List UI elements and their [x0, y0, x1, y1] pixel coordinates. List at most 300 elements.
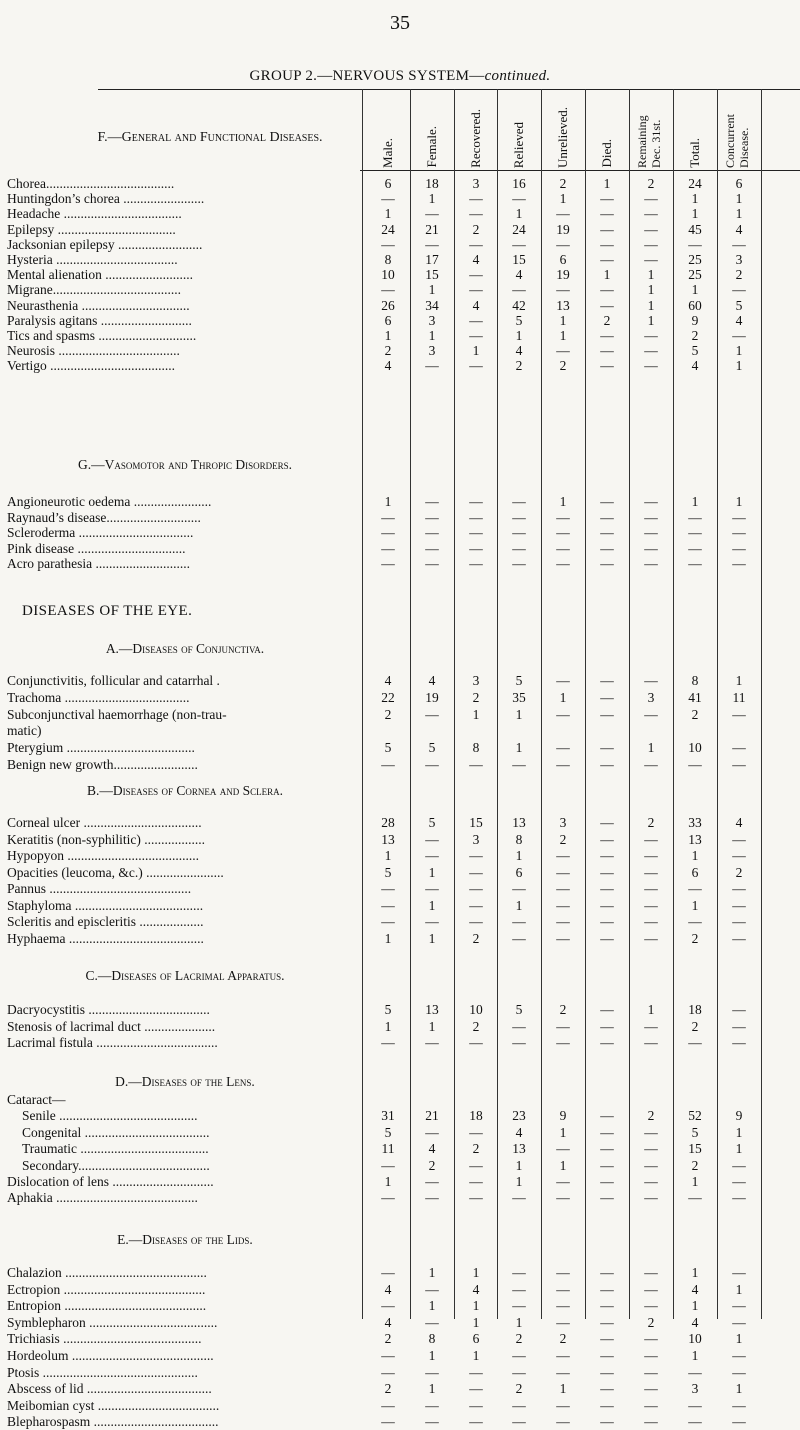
- table-cell: —: [381, 509, 395, 525]
- table-cell: 19: [556, 221, 570, 237]
- table-cell: —: [512, 1281, 526, 1297]
- table-cell: 41: [688, 689, 702, 705]
- table-cell: 5: [428, 815, 436, 830]
- table-cell: —: [556, 706, 570, 722]
- table-cell: —: [556, 1314, 570, 1330]
- table-cell: —: [600, 1190, 614, 1206]
- table-cell: —: [644, 1298, 658, 1314]
- table-cell: —: [732, 1035, 746, 1050]
- table-cell: —: [469, 267, 483, 283]
- table-row: [0, 1190, 800, 1206]
- table-cell: 2: [735, 864, 743, 880]
- table-cell: 13: [512, 1141, 526, 1157]
- table-cell: —: [425, 1174, 439, 1189]
- table-cell: 2: [691, 1157, 699, 1173]
- column-header-label: Relieved: [511, 121, 526, 168]
- table-cell: —: [556, 1414, 570, 1430]
- table-cell: —: [425, 236, 439, 252]
- table-row: [0, 237, 800, 253]
- table-cell: —: [600, 897, 614, 913]
- column-header: [545, 92, 581, 168]
- table-cell: 2: [428, 1157, 436, 1173]
- table-cell: —: [600, 494, 614, 509]
- table-cell: 33: [688, 815, 702, 830]
- table-row: [0, 556, 800, 572]
- table-cell: —: [469, 897, 483, 913]
- column-header-label: Died.: [599, 139, 614, 168]
- table-cell: —: [469, 282, 483, 298]
- table-cell: 3: [472, 673, 480, 688]
- table-cell: —: [732, 1364, 746, 1380]
- table-cell: —: [600, 706, 614, 722]
- table-cell: —: [600, 1314, 614, 1330]
- table-cell: —: [600, 1035, 614, 1050]
- table-cell: 9: [559, 1108, 567, 1124]
- table-cell: —: [425, 1414, 439, 1430]
- row-label: Tics and spasms .............................: [7, 328, 197, 343]
- table-cell: —: [556, 1174, 570, 1189]
- table-cell: 1: [691, 897, 699, 913]
- row-label: Trachoma .....................................: [7, 689, 190, 705]
- table-cell: —: [381, 191, 395, 207]
- table-row: [0, 1141, 800, 1157]
- row-label: Huntingdon’s chorea ........................: [7, 191, 205, 207]
- table-cell: —: [732, 757, 746, 772]
- table-cell: 1: [472, 1265, 480, 1280]
- table-cell: 6: [691, 864, 699, 880]
- row-label: Stenosis of lacrimal duct .....................: [7, 1018, 216, 1034]
- row-label: Traumatic ......................................: [22, 1141, 209, 1157]
- row-label: Dacryocystitis ....................................: [7, 1002, 210, 1017]
- table-cell: —: [644, 494, 658, 509]
- table-cell: —: [600, 1174, 614, 1189]
- table-cell: —: [644, 1281, 658, 1297]
- table-row: [0, 510, 800, 526]
- table-cell: 4: [384, 1281, 392, 1297]
- row-label: Congenital .....................................: [22, 1124, 210, 1140]
- table-cell: —: [600, 1124, 614, 1140]
- table-cell: 2: [515, 1381, 523, 1397]
- section-big-title: DISEASES OF THE EYE.: [22, 603, 193, 619]
- table-cell: —: [512, 1035, 526, 1050]
- table-cell: —: [688, 509, 702, 525]
- table-row: [0, 1331, 800, 1347]
- column-header: [633, 92, 669, 168]
- table-cell: —: [600, 297, 614, 313]
- table-cell: —: [732, 831, 746, 847]
- table-cell: —: [556, 556, 570, 571]
- table-cell: 5: [384, 864, 392, 880]
- table-cell: 2: [691, 706, 699, 722]
- table-cell: —: [556, 1281, 570, 1297]
- table-cell: —: [644, 848, 658, 863]
- table-cell: 1: [735, 1381, 743, 1397]
- table-cell: 1: [735, 494, 743, 509]
- table-cell: 31: [381, 1108, 395, 1124]
- table-cell: 2: [515, 358, 523, 374]
- table-cell: —: [644, 1381, 658, 1397]
- table-cell: —: [600, 1381, 614, 1397]
- table-cell: —: [732, 897, 746, 913]
- table-cell: —: [556, 1397, 570, 1413]
- table-cell: —: [469, 556, 483, 571]
- table-cell: 1: [735, 673, 743, 688]
- table-cell: 3: [647, 689, 655, 705]
- table-cell: —: [556, 1364, 570, 1380]
- table-cell: 4: [691, 1314, 699, 1330]
- table-cell: —: [512, 1018, 526, 1034]
- row-label: Neurosis ....................................: [7, 343, 180, 359]
- table-row: [0, 1125, 800, 1141]
- page-number: 35: [390, 12, 410, 34]
- table-cell: —: [644, 525, 658, 540]
- table-cell: —: [732, 914, 746, 929]
- table-cell: —: [425, 831, 439, 847]
- table-cell: 1: [428, 1381, 436, 1397]
- table-cell: 1: [647, 740, 655, 756]
- table-cell: 2: [647, 176, 655, 191]
- row-label: Scleroderma ..................................: [7, 525, 194, 540]
- row-label: Ectropion ..........................................: [7, 1281, 206, 1297]
- row-label: Migrane......................................: [7, 282, 181, 298]
- table-cell: —: [469, 328, 483, 343]
- column-header-label: Recovered.: [468, 109, 483, 168]
- column-header-label: Unrelieved.: [555, 106, 570, 168]
- table-cell: 4: [472, 297, 480, 313]
- table-cell: 6: [559, 252, 567, 267]
- table-cell: —: [512, 191, 526, 207]
- table-cell: —: [381, 540, 395, 556]
- table-cell: 5: [515, 312, 523, 328]
- table-cell: —: [425, 358, 439, 374]
- table-cell: —: [600, 282, 614, 298]
- table-cell: —: [644, 1331, 658, 1347]
- row-label: matic): [7, 723, 42, 739]
- row-label: Aphakia ..........................................: [7, 1190, 198, 1206]
- table-cell: 1: [428, 1348, 436, 1363]
- table-cell: —: [732, 1174, 746, 1189]
- table-cell: —: [556, 509, 570, 525]
- table-cell: —: [732, 540, 746, 556]
- table-cell: —: [469, 1190, 483, 1206]
- row-label: Headache ...................................: [7, 206, 182, 222]
- table-cell: —: [732, 1157, 746, 1173]
- table-cell: —: [512, 930, 526, 946]
- section-title: D.—Diseases of the Lens.: [115, 1074, 255, 1089]
- table-cell: 28: [381, 815, 395, 830]
- table-cell: 1: [384, 206, 392, 222]
- table-cell: —: [732, 1348, 746, 1363]
- table-cell: —: [600, 914, 614, 929]
- table-cell: —: [644, 914, 658, 929]
- table-cell: —: [732, 282, 746, 298]
- table-cell: 2: [384, 1331, 392, 1347]
- table-cell: 26: [381, 297, 395, 313]
- table-cell: —: [600, 540, 614, 556]
- table-cell: 1: [735, 1331, 743, 1347]
- table-cell: 25: [688, 252, 702, 267]
- table-cell: —: [425, 881, 439, 896]
- table-cell: —: [644, 1035, 658, 1050]
- table-cell: —: [556, 881, 570, 896]
- row-label: Vertigo .....................................: [7, 358, 175, 374]
- table-row: [0, 1398, 800, 1414]
- section-title: A.—Diseases of Conjunctiva.: [105, 641, 265, 656]
- table-cell: —: [556, 757, 570, 772]
- table-cell: —: [600, 1281, 614, 1297]
- row-label: Epilepsy ...................................: [7, 221, 176, 237]
- table-row: [0, 832, 800, 848]
- table-cell: 1: [428, 282, 436, 298]
- table-cell: —: [688, 1035, 702, 1050]
- table-cell: 4: [515, 267, 523, 283]
- table-cell: —: [381, 897, 395, 913]
- table-cell: 11: [732, 689, 746, 705]
- table-cell: —: [688, 1190, 702, 1206]
- table-cell: 5: [735, 297, 743, 313]
- table-cell: —: [469, 540, 483, 556]
- row-label: Secondary.......................................: [22, 1157, 210, 1173]
- table-row: [0, 1002, 800, 1018]
- table-cell: —: [644, 358, 658, 374]
- table-cell: 3: [691, 1381, 699, 1397]
- group-title: [0, 68, 800, 85]
- table-cell: 2: [472, 1018, 480, 1034]
- table-cell: —: [469, 236, 483, 252]
- table-cell: 2: [472, 930, 480, 946]
- table-cell: 4: [384, 1314, 392, 1330]
- table-cell: 1: [428, 897, 436, 913]
- table-cell: 16: [512, 176, 526, 191]
- table-cell: 6: [515, 864, 523, 880]
- table-cell: 1: [515, 206, 523, 222]
- table-cell: 8: [515, 831, 523, 847]
- table-cell: —: [381, 881, 395, 896]
- table-cell: —: [381, 757, 395, 772]
- table-cell: 1: [735, 358, 743, 374]
- table-cell: —: [469, 914, 483, 929]
- table-cell: —: [644, 1397, 658, 1413]
- table-cell: —: [644, 673, 658, 688]
- table-row: [0, 757, 800, 773]
- table-cell: —: [600, 831, 614, 847]
- table-cell: 2: [647, 1314, 655, 1330]
- table-cell: —: [644, 1364, 658, 1380]
- table-cell: 18: [469, 1108, 483, 1124]
- table-cell: —: [732, 1190, 746, 1206]
- table-cell: —: [512, 1190, 526, 1206]
- table-cell: —: [512, 525, 526, 540]
- table-row: [0, 191, 800, 207]
- table-cell: —: [425, 757, 439, 772]
- row-label: Pannus ..........................................: [7, 881, 192, 896]
- table-row: [0, 1265, 800, 1281]
- table-cell: 1: [691, 1174, 699, 1189]
- table-cell: 2: [472, 221, 480, 237]
- table-row: [0, 206, 800, 222]
- table-cell: 5: [384, 1002, 392, 1017]
- table-cell: —: [425, 1035, 439, 1050]
- table-cell: 1: [691, 1348, 699, 1363]
- table-cell: 1: [647, 297, 655, 313]
- top-rule: [98, 89, 800, 90]
- table-row: [0, 1298, 800, 1314]
- table-row: [0, 222, 800, 238]
- table-cell: 10: [688, 1331, 702, 1347]
- row-label: Pterygium ......................................: [7, 740, 195, 756]
- table-cell: 19: [556, 267, 570, 283]
- table-cell: 5: [515, 1002, 523, 1017]
- table-cell: 5: [384, 1124, 392, 1140]
- table-cell: 1: [691, 282, 699, 298]
- table-cell: —: [600, 1002, 614, 1017]
- table-cell: —: [732, 1298, 746, 1314]
- table-row: [0, 1035, 800, 1051]
- table-cell: —: [732, 328, 746, 343]
- table-cell: 2: [515, 1331, 523, 1347]
- table-cell: 1: [384, 328, 392, 343]
- column-header: [721, 92, 757, 168]
- table-cell: 1: [735, 343, 743, 359]
- table-cell: —: [556, 343, 570, 359]
- table-cell: —: [381, 914, 395, 929]
- table-cell: —: [381, 1348, 395, 1363]
- table-cell: 3: [472, 831, 480, 847]
- table-cell: 3: [472, 176, 480, 191]
- row-label: Dislocation of lens ..............................: [7, 1174, 214, 1189]
- row-label: Conjunctivitis, follicular and catarrhal .: [7, 673, 220, 688]
- table-cell: —: [425, 848, 439, 863]
- table-cell: —: [556, 236, 570, 252]
- table-cell: 1: [735, 191, 743, 207]
- row-label: Acro parathesia ............................: [7, 556, 190, 571]
- table-cell: 4: [428, 1141, 436, 1157]
- table-cell: 60: [688, 297, 702, 313]
- table-cell: —: [425, 1364, 439, 1380]
- table-cell: 25: [688, 267, 702, 283]
- table-cell: —: [425, 706, 439, 722]
- table-cell: 1: [735, 1281, 743, 1297]
- table-cell: 21: [425, 1108, 439, 1124]
- table-cell: —: [644, 1414, 658, 1430]
- table-cell: —: [512, 914, 526, 929]
- table-cell: —: [425, 1314, 439, 1330]
- row-label: Trichiasis .........................................: [7, 1331, 202, 1347]
- table-cell: —: [512, 236, 526, 252]
- table-cell: 18: [425, 176, 439, 191]
- table-cell: —: [600, 358, 614, 374]
- table-row: [0, 690, 800, 706]
- table-cell: 10: [688, 740, 702, 756]
- table-cell: —: [732, 1265, 746, 1280]
- table-cell: —: [732, 881, 746, 896]
- table-row: [0, 328, 800, 344]
- table-cell: —: [469, 864, 483, 880]
- table-cell: 4: [735, 815, 743, 830]
- table-cell: 1: [559, 328, 567, 343]
- table-cell: —: [425, 1397, 439, 1413]
- table-cell: —: [425, 914, 439, 929]
- table-cell: 1: [515, 848, 523, 863]
- table-cell: —: [425, 509, 439, 525]
- table-cell: —: [425, 540, 439, 556]
- table-row: [0, 1158, 800, 1174]
- table-cell: 1: [603, 267, 611, 283]
- table-row: [0, 848, 800, 864]
- table-cell: 1: [515, 706, 523, 722]
- table-cell: 2: [559, 358, 567, 374]
- table-cell: —: [469, 881, 483, 896]
- row-label: Entropion ..........................................: [7, 1298, 207, 1314]
- table-cell: —: [469, 848, 483, 863]
- section-title: C.—Diseases of Lacrimal Apparatus.: [85, 968, 285, 983]
- table-cell: —: [600, 689, 614, 705]
- table-cell: 1: [559, 1381, 567, 1397]
- table-row: [0, 1174, 800, 1190]
- row-label: Jacksonian epilepsy .........................: [7, 236, 203, 252]
- table-cell: —: [469, 1157, 483, 1173]
- table-cell: —: [644, 206, 658, 222]
- row-label: Blepharospasm .....................................: [7, 1414, 219, 1430]
- table-cell: —: [644, 252, 658, 267]
- table-cell: 1: [515, 1157, 523, 1173]
- table-cell: —: [600, 1141, 614, 1157]
- table-cell: 1: [515, 328, 523, 343]
- table-cell: 1: [472, 1298, 480, 1314]
- table-cell: 2: [559, 1331, 567, 1347]
- table-cell: —: [688, 540, 702, 556]
- table-cell: —: [469, 509, 483, 525]
- table-cell: 8: [428, 1331, 436, 1347]
- table-cell: 1: [559, 312, 567, 328]
- header-left-title: F.—General and Functional Diseases.: [97, 130, 323, 145]
- table-row: [0, 1019, 800, 1035]
- table-cell: —: [556, 540, 570, 556]
- table-cell: —: [688, 556, 702, 571]
- table-cell: 10: [469, 1002, 483, 1017]
- table-cell: —: [600, 343, 614, 359]
- table-cell: 45: [688, 221, 702, 237]
- table-cell: 1: [559, 191, 567, 207]
- table-cell: 8: [472, 740, 480, 756]
- column-header: [501, 92, 537, 168]
- table-cell: —: [644, 191, 658, 207]
- table-cell: —: [425, 1281, 439, 1297]
- row-label: Meibomian cyst ....................................: [7, 1397, 220, 1413]
- table-cell: —: [469, 757, 483, 772]
- table-row: [0, 1381, 800, 1397]
- table-cell: —: [469, 358, 483, 374]
- table-cell: —: [600, 1348, 614, 1363]
- table-cell: 6: [384, 176, 392, 191]
- table-cell: 9: [735, 1108, 743, 1124]
- table-cell: 2: [603, 312, 611, 328]
- row-label: Scleritis and episcleritis ...................: [7, 914, 204, 929]
- table-cell: 1: [428, 930, 436, 946]
- table-cell: 4: [735, 312, 743, 328]
- table-row: [0, 673, 800, 689]
- table-cell: 1: [515, 1314, 523, 1330]
- row-label: Raynaud’s disease............................: [7, 509, 201, 525]
- table-cell: —: [425, 556, 439, 571]
- table-cell: —: [600, 864, 614, 880]
- table-cell: 11: [381, 1141, 395, 1157]
- table-row: [0, 1315, 800, 1331]
- row-label: Keratitis (non-syphilitic) ..................: [7, 831, 205, 847]
- row-label: Subconjunctival haemorrhage (non-trau-: [7, 706, 227, 722]
- table-row: [0, 707, 800, 723]
- row-label: Neurasthenia ................................: [7, 297, 190, 313]
